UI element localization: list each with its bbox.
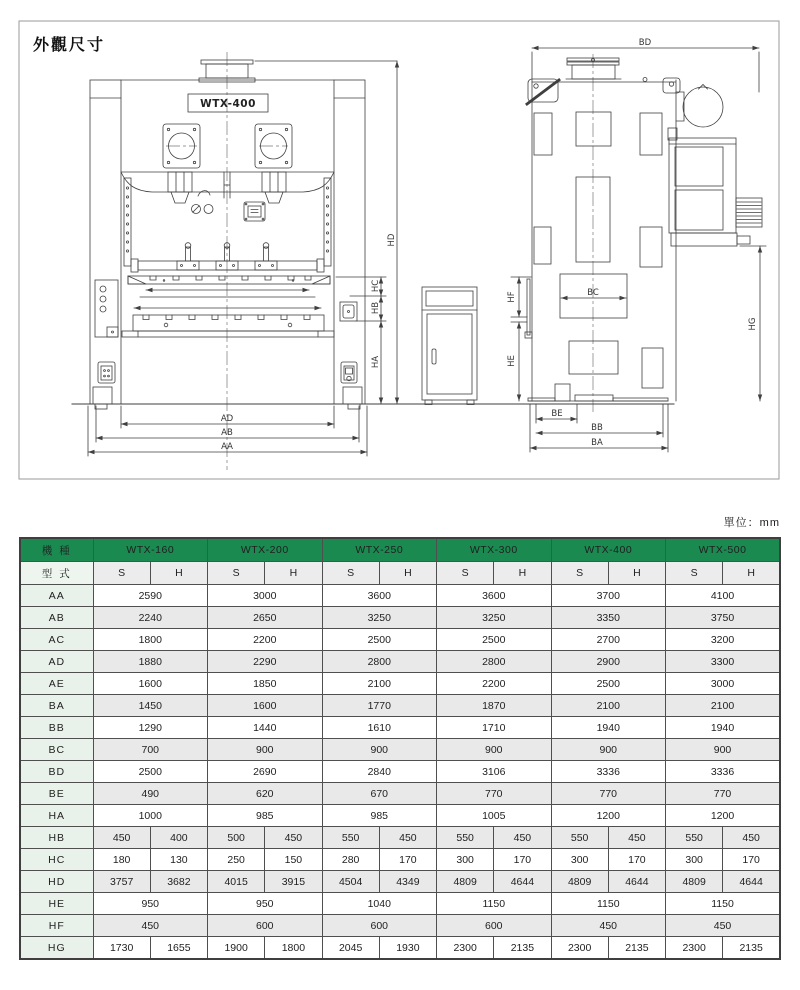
cell-ha-3: 1005 [437,805,552,827]
dim-label-hd: HD [387,233,397,247]
spec-row-ac [20,629,780,651]
cell-hb-1: 400 [150,827,207,849]
cell-ae-0: 1600 [93,673,208,695]
spec-row-hd [20,871,780,893]
dim-label-ab: AB [221,428,233,438]
subcol-s-6: S [666,562,723,585]
cell-hb-4: 550 [322,827,379,849]
cell-hb-3: 450 [265,827,322,849]
cell-ac-3: 2500 [437,629,552,651]
cell-bd-4: 3336 [551,761,666,783]
cell-hc-1: 130 [150,849,207,871]
cell-he-1: 950 [208,893,323,915]
dim-label-hc: HC [371,279,381,293]
dim-label-hb: HB [371,301,381,315]
cell-hd-11: 4644 [723,871,780,893]
cell-hg-7: 2135 [494,937,551,960]
cell-hb-7: 450 [494,827,551,849]
cell-hg-0: 1730 [93,937,150,960]
cell-ba-5: 2100 [666,695,781,717]
cell-hc-5: 170 [379,849,436,871]
dim-label-bc: BC [587,288,599,298]
subcol-h-5: H [608,562,665,585]
page-title: 外觀尺寸 [33,37,106,54]
cell-ab-5: 3750 [666,607,781,629]
row-label-ac: AC [20,629,93,651]
cell-hc-9: 170 [608,849,665,871]
subcol-h-4: H [494,562,551,585]
cell-hd-8: 4809 [551,871,608,893]
row-label-hf: HF [20,915,93,937]
cell-ad-4: 2900 [551,651,666,673]
cell-bb-5: 1940 [666,717,781,739]
cell-hb-6: 550 [437,827,494,849]
cell-hc-10: 300 [666,849,723,871]
row-label-ad: AD [20,651,93,673]
cell-hd-6: 4809 [437,871,494,893]
cell-ac-5: 3200 [666,629,781,651]
cell-ba-2: 1770 [322,695,437,717]
row-label-hc: HC [20,849,93,871]
cell-ac-4: 2700 [551,629,666,651]
spec-row-hc [20,849,780,871]
cell-ba-1: 1600 [208,695,323,717]
row-label-hd: HD [20,871,93,893]
cell-bb-2: 1610 [322,717,437,739]
cell-hb-5: 450 [379,827,436,849]
cell-aa-3: 3600 [437,585,552,607]
machine-header-wtx300: WTX-300 [437,538,552,562]
cell-hf-4: 450 [551,915,666,937]
cell-hb-0: 450 [93,827,150,849]
subcol-s-3: S [322,562,379,585]
subcol-h-1: H [150,562,207,585]
machine-header-wtx200: WTX-200 [208,538,323,562]
dim-label-hf: HF [507,291,517,303]
cell-hf-2: 600 [322,915,437,937]
dim-label-ba: BA [591,438,603,448]
spec-row-aa [20,585,780,607]
cell-ae-4: 2500 [551,673,666,695]
cell-bd-2: 2840 [322,761,437,783]
cell-hd-0: 3757 [93,871,150,893]
cell-ac-2: 2500 [322,629,437,651]
cell-hg-8: 2300 [551,937,608,960]
cell-bc-2: 900 [322,739,437,761]
cell-ha-5: 1200 [666,805,781,827]
cell-hb-2: 500 [208,827,265,849]
cell-hg-1: 1655 [150,937,207,960]
cell-hg-11: 2135 [723,937,780,960]
model-header-row [20,562,780,585]
cell-hd-3: 3915 [265,871,322,893]
cell-hd-2: 4015 [208,871,265,893]
subcol-s-2: S [208,562,265,585]
dim-label-be: BE [551,409,563,419]
cell-ab-4: 3350 [551,607,666,629]
spec-row-ad [20,651,780,673]
machine-col-header: 機 種 [20,538,93,562]
cell-hd-5: 4349 [379,871,436,893]
cell-bc-1: 900 [208,739,323,761]
subcol-h-3: H [379,562,436,585]
unit-label: 單位：mm [723,517,780,529]
cell-hf-0: 450 [93,915,208,937]
row-label-bc: BC [20,739,93,761]
cell-hf-1: 600 [208,915,323,937]
spec-row-bd [20,761,780,783]
cell-ba-3: 1870 [437,695,552,717]
cell-bb-0: 1290 [93,717,208,739]
model-name-plate: WTX-400 [200,98,256,110]
cell-be-2: 670 [322,783,437,805]
cell-ha-4: 1200 [551,805,666,827]
cell-hg-4: 2045 [322,937,379,960]
side-view [511,48,766,452]
dim-label-he: HE [507,355,517,367]
spec-row-ab [20,607,780,629]
cell-ha-1: 985 [208,805,323,827]
cell-hc-8: 300 [551,849,608,871]
machine-header-wtx160: WTX-160 [93,538,208,562]
control-cabinet [422,287,477,405]
cell-hc-7: 170 [494,849,551,871]
cell-aa-5: 4100 [666,585,781,607]
cell-hc-3: 150 [265,849,322,871]
spec-row-hb [20,827,780,849]
spec-row-he [20,893,780,915]
cell-aa-1: 3000 [208,585,323,607]
drawing-frame [19,21,779,479]
cell-hd-1: 3682 [150,871,207,893]
cell-he-2: 1040 [322,893,437,915]
cell-ad-1: 2290 [208,651,323,673]
cell-ab-0: 2240 [93,607,208,629]
dimension-arrows [88,46,762,454]
subcol-h-6: H [723,562,780,585]
cell-he-0: 950 [93,893,208,915]
cell-bc-5: 900 [666,739,781,761]
cell-hc-6: 300 [437,849,494,871]
cell-ae-1: 1850 [208,673,323,695]
dim-label-ha: HA [371,355,381,369]
machine-header-row [20,538,780,562]
cell-bc-3: 900 [437,739,552,761]
machine-header-wtx250: WTX-250 [322,538,437,562]
cell-hd-9: 4644 [608,871,665,893]
cell-be-4: 770 [551,783,666,805]
cell-ad-2: 2800 [322,651,437,673]
cell-hc-2: 250 [208,849,265,871]
cell-ac-1: 2200 [208,629,323,651]
row-label-ab: AB [20,607,93,629]
cell-hf-3: 600 [437,915,552,937]
cell-hd-7: 4644 [494,871,551,893]
cell-hc-0: 180 [93,849,150,871]
cell-ab-1: 2650 [208,607,323,629]
cell-he-4: 1150 [551,893,666,915]
cell-hg-9: 2135 [608,937,665,960]
spec-row-hg [20,937,780,960]
cell-be-3: 770 [437,783,552,805]
cell-bd-5: 3336 [666,761,781,783]
dim-label-hg: HG [748,317,758,331]
subcol-s-4: S [437,562,494,585]
cell-bd-1: 2690 [208,761,323,783]
subcol-h-2: H [265,562,322,585]
cell-hc-11: 170 [723,849,780,871]
row-label-ha: HA [20,805,93,827]
front-view [72,60,674,456]
cell-ad-0: 1880 [93,651,208,673]
cell-hf-5: 450 [666,915,781,937]
cell-hg-5: 1930 [379,937,436,960]
cell-ae-5: 3000 [666,673,781,695]
spec-table [19,537,781,960]
cell-ba-4: 2100 [551,695,666,717]
cell-hg-3: 1800 [265,937,322,960]
cell-he-5: 1150 [666,893,781,915]
cell-hd-10: 4809 [666,871,723,893]
row-label-he: HE [20,893,93,915]
cell-hc-4: 280 [322,849,379,871]
cell-aa-2: 3600 [322,585,437,607]
row-label-ae: AE [20,673,93,695]
subcol-s-5: S [551,562,608,585]
cell-ae-3: 2200 [437,673,552,695]
cell-hg-2: 1900 [208,937,265,960]
spec-row-ae [20,673,780,695]
spec-row-ha [20,805,780,827]
cell-he-3: 1150 [437,893,552,915]
row-label-hb: HB [20,827,93,849]
spec-row-bc [20,739,780,761]
cell-ha-0: 1000 [93,805,208,827]
row-label-ba: BA [20,695,93,717]
cell-aa-4: 3700 [551,585,666,607]
cell-be-0: 490 [93,783,208,805]
dim-label-bd: BD [638,38,652,48]
row-label-bb: BB [20,717,93,739]
cell-bb-3: 1710 [437,717,552,739]
cell-bc-4: 900 [551,739,666,761]
cell-hb-8: 550 [551,827,608,849]
cell-bb-1: 1440 [208,717,323,739]
subcol-s-1: S [93,562,150,585]
cell-bc-0: 700 [93,739,208,761]
cell-ad-3: 2800 [437,651,552,673]
cell-ae-2: 2100 [322,673,437,695]
cell-ab-2: 3250 [322,607,437,629]
row-label-aa: AA [20,585,93,607]
cell-hd-4: 4504 [322,871,379,893]
cell-ab-3: 3250 [437,607,552,629]
cell-hb-9: 450 [608,827,665,849]
cell-be-1: 620 [208,783,323,805]
cell-ba-0: 1450 [93,695,208,717]
machine-header-wtx400: WTX-400 [551,538,666,562]
spec-row-ba [20,695,780,717]
row-label-hg: HG [20,937,93,960]
cell-hb-11: 450 [723,827,780,849]
cell-ha-2: 985 [322,805,437,827]
dim-label-aa: AA [221,442,233,452]
dim-label-ad: AD [220,414,234,424]
dim-label-bb: BB [591,423,603,433]
cell-aa-0: 2590 [93,585,208,607]
cell-bd-0: 2500 [93,761,208,783]
row-label-bd: BD [20,761,93,783]
cell-ac-0: 1800 [93,629,208,651]
cell-be-5: 770 [666,783,781,805]
row-label-be: BE [20,783,93,805]
cell-hg-10: 2300 [666,937,723,960]
cell-bd-3: 3106 [437,761,552,783]
spec-row-hf [20,915,780,937]
model-col-header: 型 式 [20,562,93,585]
spec-row-be [20,783,780,805]
spec-row-bb [20,717,780,739]
machine-header-wtx500: WTX-500 [666,538,781,562]
cell-hb-10: 550 [666,827,723,849]
cell-hg-6: 2300 [437,937,494,960]
cell-bb-4: 1940 [551,717,666,739]
cell-ad-5: 3300 [666,651,781,673]
